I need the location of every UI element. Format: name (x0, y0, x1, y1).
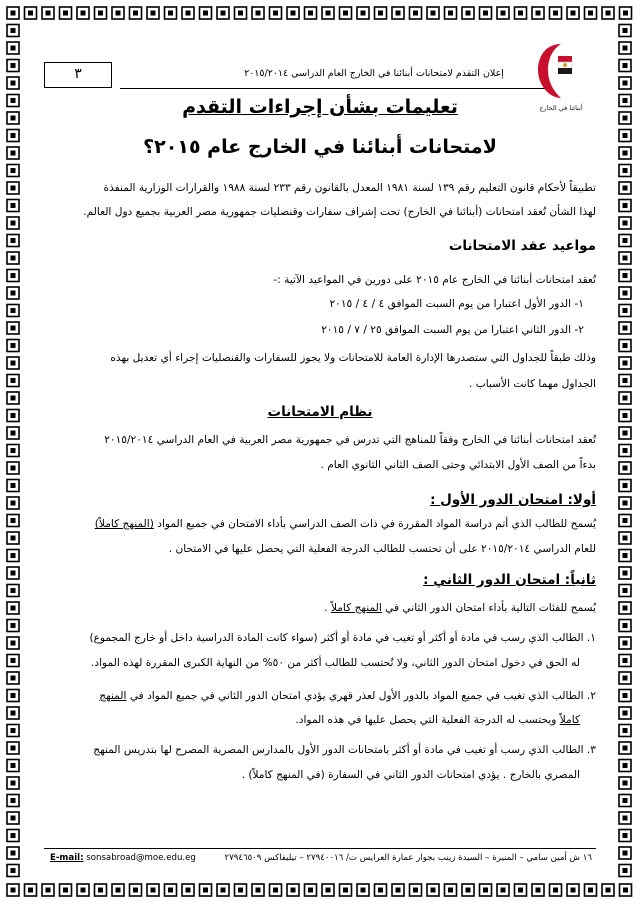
border-square (462, 7, 474, 19)
border-square (340, 884, 352, 896)
border-square (7, 95, 19, 107)
border-square (410, 884, 422, 896)
border-square (7, 567, 19, 579)
border-square (619, 200, 631, 212)
border-square (7, 795, 19, 807)
border-square (532, 884, 544, 896)
border-square (340, 7, 352, 19)
border-square (7, 147, 19, 159)
border-square (130, 7, 142, 19)
border-square (619, 147, 631, 159)
border-square (619, 130, 631, 142)
border-square (305, 884, 317, 896)
border-square (25, 7, 37, 19)
border-bottom (0, 877, 638, 903)
border-square (619, 830, 631, 842)
border-square (7, 130, 19, 142)
border-square (7, 392, 19, 404)
border-square (619, 462, 631, 474)
border-square (532, 7, 544, 19)
border-square (7, 287, 19, 299)
border-square (392, 7, 404, 19)
border-square (7, 375, 19, 387)
border-square (200, 7, 212, 19)
border-square (7, 217, 19, 229)
border-square (497, 7, 509, 19)
border-square (95, 884, 107, 896)
border-square (7, 42, 19, 54)
border-square (619, 165, 631, 177)
border-square (60, 7, 72, 19)
border-square (7, 812, 19, 824)
border-square (619, 95, 631, 107)
border-square (619, 672, 631, 684)
border-square (182, 884, 194, 896)
border-square (619, 445, 631, 457)
border-square (445, 884, 457, 896)
border-square (619, 532, 631, 544)
header-divider (120, 88, 552, 89)
border-square (619, 567, 631, 579)
border-square (7, 182, 19, 194)
border-square (42, 7, 54, 19)
border-square (619, 270, 631, 282)
border-square (7, 602, 19, 614)
border-square (7, 235, 19, 247)
border-square (25, 884, 37, 896)
border-square (7, 410, 19, 422)
border-square (7, 707, 19, 719)
border-square (619, 77, 631, 89)
item-1-line-1: ١. الطالب الذي رسب في مادة أو أكثر أو تغيب في مادة أو أكثر (سواء كانت المادة الدراسية داخل أو خارج المجموع) (89, 632, 596, 644)
border-left (0, 0, 26, 903)
second-round-title: ثانياً: امتحان الدور الثاني : (423, 572, 596, 588)
border-square (515, 7, 527, 19)
border-square (619, 410, 631, 422)
round-2-date: ٢- الدور الثاني اعتبارا من يوم السبت الموافق ٢٥ / ٧ / ٢٠١٥ (321, 324, 584, 336)
system-section-title: نظام الامتحانات (267, 404, 373, 420)
border-square (7, 760, 19, 772)
border-square (550, 7, 562, 19)
border-square (7, 480, 19, 492)
border-square (619, 725, 631, 737)
border-square (7, 25, 19, 37)
border-square (567, 884, 579, 896)
border-square (619, 112, 631, 124)
ministry-logo-icon (534, 40, 588, 102)
border-square (619, 690, 631, 702)
border-square (7, 340, 19, 352)
border-square (7, 637, 19, 649)
border-square (7, 777, 19, 789)
border-square (392, 884, 404, 896)
border-square (7, 725, 19, 737)
dates-intro: تُعقد امتحانات أبنائنا في الخارج عام ٢٠١٥ على دورين في المواعيد الآتية :- (273, 274, 596, 286)
border-square (7, 322, 19, 334)
border-square (427, 7, 439, 19)
border-square (619, 602, 631, 614)
border-square (7, 60, 19, 72)
border-square (619, 760, 631, 772)
footer-email: E-mail: sonsabroad@moe.edu.eg (50, 853, 196, 863)
border-square (165, 7, 177, 19)
border-square (619, 620, 631, 632)
border-square (619, 305, 631, 317)
border-square (77, 884, 89, 896)
logo-caption: أبنائنا في الخارج (539, 104, 583, 112)
border-square (619, 865, 631, 877)
border-square (619, 357, 631, 369)
item-2-line-2: كاملاً ويحتسب له الدرجة الفعلية التي يحصل عليها في هذه المواد. (295, 714, 580, 726)
border-top (0, 0, 638, 26)
border-square (7, 112, 19, 124)
border-square (270, 884, 282, 896)
intro-line-1: تطبيقاً لأحكام قانون التعليم رقم ١٣٩ لسنة ١٩٨١ المعدل بالقانون رقم ٢٣٣ لسنة ١٩٨٨ والقرارات الوزارية المنفذة (103, 182, 596, 194)
border-square (7, 515, 19, 527)
border-square (322, 884, 334, 896)
border-square (619, 252, 631, 264)
main-subtitle: لامتحانات أبنائنا في الخارج عام ٢٠١٥؟ (143, 136, 497, 158)
border-square (619, 742, 631, 754)
dates-note-line-2: الجداول مهما كانت الأسباب . (469, 378, 596, 390)
border-square (619, 392, 631, 404)
border-square (7, 305, 19, 317)
border-square (147, 884, 159, 896)
border-square (305, 7, 317, 19)
page-footer (44, 851, 596, 867)
border-square (619, 60, 631, 72)
first-round-line-1: يُسمح للطالب الذي أتم دراسة المواد المقررة في ذات الصف الدراسي بأداء الامتحان في جميع المواد (المنهج كاملاً) (94, 518, 596, 530)
border-square (7, 690, 19, 702)
border-square (7, 445, 19, 457)
footer-address: ١٦ ش أمين سامي – المنيرة – السيدة زينب بجوار عمارة العرايس ت/ ٢٧٩٤٠٠١٦ – تيليفاكس ٢٧٩٤٦٥٠٩ (224, 853, 592, 863)
border-square (7, 550, 19, 562)
border-square (619, 217, 631, 229)
border-square (7, 497, 19, 509)
border-square (7, 847, 19, 859)
border-square (182, 7, 194, 19)
border-square (619, 375, 631, 387)
border-square (7, 620, 19, 632)
footer-divider (44, 848, 596, 849)
border-square (7, 270, 19, 282)
round-1-date: ١- الدور الأول اعتبارا من يوم السبت الموافق ٤ / ٤ / ٢٠١٥ (329, 298, 584, 310)
border-square (287, 884, 299, 896)
border-square (619, 42, 631, 54)
border-square (619, 550, 631, 562)
border-square (375, 7, 387, 19)
border-square (7, 252, 19, 264)
border-square (42, 884, 54, 896)
border-square (7, 532, 19, 544)
border-square (217, 884, 229, 896)
border-square (619, 235, 631, 247)
border-square (60, 884, 72, 896)
border-square (619, 182, 631, 194)
second-round-intro: يُسمح للفئات التالية بأداء امتحان الدور الثاني في المنهج كاملاً . (324, 602, 596, 614)
border-square (619, 25, 631, 37)
border-square (427, 884, 439, 896)
border-square (619, 847, 631, 859)
border-square (217, 7, 229, 19)
border-square (147, 7, 159, 19)
border-square (619, 777, 631, 789)
border-square (410, 7, 422, 19)
border-square (7, 77, 19, 89)
border-square (497, 884, 509, 896)
border-square (619, 795, 631, 807)
border-square (95, 7, 107, 19)
border-square (7, 655, 19, 667)
border-square (619, 427, 631, 439)
border-square (619, 480, 631, 492)
main-title: تعليمات بشأن إجراءات التقدم (182, 96, 458, 118)
border-square (235, 7, 247, 19)
system-line-2: بدءاً من الصف الأول الابتدائي وحتى الصف الثاني الثانوي العام . (320, 459, 596, 471)
border-square (200, 884, 212, 896)
border-square (7, 585, 19, 597)
system-line-1: تُعقد امتحانات أبنائنا في الخارج وفقاً للمناهج التي تدرس في جمهورية مصر العربية في العام الدراسي ٢٠١٥/٢٠١٤ (104, 434, 596, 446)
border-square (7, 742, 19, 754)
border-square (7, 165, 19, 177)
border-square (619, 340, 631, 352)
border-square (357, 7, 369, 19)
border-right (612, 0, 638, 903)
dates-section-title: مواعيد عقد الامتحانات (448, 238, 596, 254)
border-square (619, 322, 631, 334)
border-square (619, 812, 631, 824)
border-square (252, 7, 264, 19)
border-square (585, 7, 597, 19)
border-square (7, 865, 19, 877)
border-square (619, 707, 631, 719)
page-header (44, 48, 596, 88)
border-square (287, 7, 299, 19)
border-square (112, 7, 124, 19)
border-square (585, 884, 597, 896)
border-square (619, 637, 631, 649)
border-square (619, 655, 631, 667)
border-square (270, 7, 282, 19)
border-square (7, 462, 19, 474)
border-square (7, 672, 19, 684)
header-title: إعلان التقدم لامتحانات أبنائنا في الخارج العام الدراسي ٢٠١٥/٢٠١٤ (244, 68, 504, 79)
item-3-line-1: ٣. الطالب الذي رسب أو تغيب في مادة أو أكثر بامتحانات الدور الأول بالمدارس المصرية المصرح لها بتدريس المنهج (93, 744, 596, 756)
first-round-line-2: للعام الدراسي ٢٠١٥/٢٠١٤ على أن تحتسب للطالب الدرجة الفعلية التي يحصل عليها في الامتحان . (168, 543, 596, 555)
border-square (357, 884, 369, 896)
intro-line-2: لهذا الشأن تُعقد امتحانات (أبنائنا في الخارج) تحت إشراف سفارات وقنصليات جمهورية مصر العربية بجميع دول العالم. (83, 206, 596, 218)
border-square (515, 884, 527, 896)
item-2-line-1: ٢. الطالب الذي تغيب في جميع المواد بالدور الأول لعذر قهري يؤدي امتحان الدور الثاني في جميع المواد في المنهج (99, 690, 596, 702)
border-square (7, 357, 19, 369)
first-round-title: أولا: امتحان الدور الأول : (430, 492, 596, 508)
border-square (445, 7, 457, 19)
border-square (619, 515, 631, 527)
border-square (322, 7, 334, 19)
border-square (480, 7, 492, 19)
border-square (462, 884, 474, 896)
dates-note-line-1: وذلك طبقاً للجداول التي ستصدرها الإدارة العامة للامتحانات ولا يجوز للسفارات والقنصليات إجراء أي تعديل بهذه (110, 352, 596, 364)
border-square (112, 884, 124, 896)
item-3-line-2: المصري بالخارج . يؤدي امتحانات الدور الثاني في السفارة (في المنهج كاملاً) . (241, 769, 580, 781)
border-square (252, 884, 264, 896)
border-square (567, 7, 579, 19)
border-square (619, 497, 631, 509)
border-square (480, 884, 492, 896)
item-1-line-2: له الحق في دخول امتحان الدور الثاني، ولا تُحتسب للطالب أكثر من ٥٠% من النهاية الكبرى المقررة لهذه المواد. (91, 657, 580, 669)
border-square (375, 884, 387, 896)
border-square (7, 200, 19, 212)
border-square (619, 287, 631, 299)
border-square (7, 427, 19, 439)
border-square (550, 884, 562, 896)
border-square (130, 884, 142, 896)
border-square (7, 830, 19, 842)
border-square (77, 7, 89, 19)
page-number: ٣ (44, 62, 112, 88)
border-square (619, 585, 631, 597)
border-square (165, 884, 177, 896)
border-square (235, 884, 247, 896)
